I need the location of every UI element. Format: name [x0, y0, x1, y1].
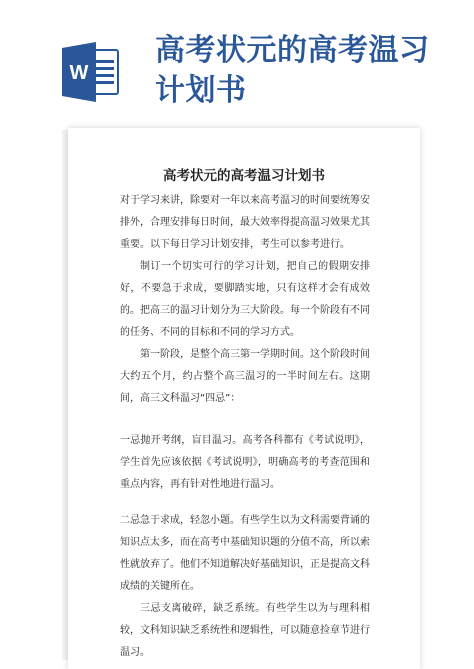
word-icon: [62, 42, 120, 102]
paragraph-plan: 制订一个切实可行的学习计划，把自己的假期安排好，不要急于求成，要脚踏实地，只有这样才会有成效的。: [120, 261, 370, 316]
word-logo-letter: W: [69, 62, 89, 84]
paragraph-third-taboo: 三忌支离破碎，缺乏系统。有些学生以为与理科相较，文科知识缺乏系统性和逻辑性，可以随意捡章节进行温习。: [120, 603, 370, 658]
banner: [0, 0, 474, 125]
paragraph-stages: 把高三的温习计划分为三大阶段。每一个阶段有不同的任务、不同的目标和不同的学习方式。: [120, 305, 370, 338]
paragraph-first-taboo: 一忌抛开考纲，盲目温习。高考各科都有《考试说明》，学生首先应该依据《考试说明》，明确高考的考查范围和重点内容，再有针对性地进行温习。: [120, 435, 370, 490]
paragraph-intro: 对于学习来讲，除要对一年以来高考温习的时间要统筹安排外，合理安排每日时间，最大效率得提高温习效果尤其重要。以下每日学习计划安排，考生可以参考进行。: [120, 195, 370, 250]
paragraph-second-taboo: 二忌急于求成，轻忽小题。有些学生以为文科需要背诵的知识点太多，而在高考中基础知识题的分值不高，所以索性就放弃了。他们不知道解决好基础知识，正是提高文科成绩的关键所在。: [120, 515, 370, 592]
banner-title: 高考状元的高考温习计划书: [155, 33, 430, 108]
document-title: 高考状元的高考温习计划书: [163, 168, 325, 184]
paragraph-stage-one: 第一阶段，是整个高三第一学期时间。这个阶段时间大约五个月，约占整个高三温习的一半时间左右。这期间，高三文科温习“四忌”：: [120, 349, 370, 404]
document-page: [68, 128, 420, 669]
